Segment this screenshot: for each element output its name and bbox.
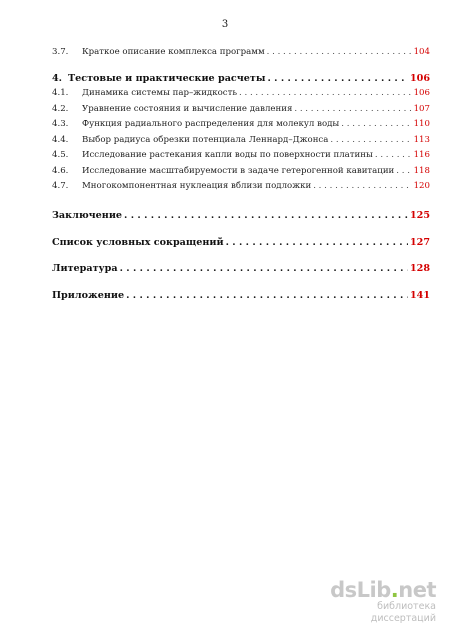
toc-entry-number: 4.3. — [52, 119, 69, 129]
watermark-tagline: библиотека диссертаций — [370, 601, 436, 624]
toc-chapter-page-link[interactable]: 125 — [409, 210, 430, 221]
dot-leader — [126, 288, 408, 304]
dot-leader — [124, 208, 408, 224]
toc-entry-4-4[interactable] — [52, 133, 430, 149]
toc-entry-title: Уравнение состояния и вычисление давления — [82, 103, 293, 114]
toc-appendix[interactable] — [52, 288, 430, 304]
toc-chapter-title: Список условных сокращений — [52, 236, 224, 248]
toc-chapter-title: Приложение — [52, 289, 125, 301]
toc-entry-number: 3.7. — [52, 47, 69, 57]
dslib-watermark — [316, 579, 436, 625]
toc-entry-page-link[interactable]: 118 — [413, 165, 430, 176]
logo-tld-text: net — [398, 578, 436, 602]
dot-leader — [330, 133, 411, 149]
toc-chapter-page-link[interactable]: 106 — [409, 73, 430, 84]
toc-conclusion[interactable] — [52, 208, 430, 224]
toc-entry-number: 4.6. — [52, 165, 69, 176]
toc-entry-number: 4.4. — [52, 134, 69, 145]
toc-entry-title: Функция радиального распределения для молекул воды — [82, 119, 340, 129]
toc-chapter-4[interactable] — [52, 71, 430, 87]
toc-chapter-title: Тестовые и практические расчеты — [68, 73, 266, 84]
toc-entry-page-link[interactable]: 107 — [413, 103, 430, 114]
dot-leader — [375, 148, 412, 164]
dot-leader — [267, 71, 408, 87]
toc-entry-4-7[interactable] — [52, 179, 430, 195]
toc-entry-title: Динамика системы пар–жидкость — [82, 88, 238, 98]
logo-dot: . — [390, 578, 399, 602]
toc-chapter-page-link[interactable]: 128 — [409, 263, 430, 275]
toc-references[interactable] — [52, 261, 430, 277]
toc-entry-4-2[interactable] — [52, 102, 430, 118]
toc-entry-page-link[interactable]: 106 — [413, 88, 430, 98]
toc-chapter-title: Заключение — [52, 210, 123, 221]
logo-main-text: dsLib — [330, 578, 391, 602]
toc-entry-4-3[interactable] — [52, 117, 430, 133]
toc-entry-title: Выбор радиуса обрезки потенциала Леннард–Джонса — [82, 134, 329, 145]
toc-abbreviations[interactable] — [52, 235, 430, 251]
toc-entry-number: 4.5. — [52, 150, 69, 160]
dot-leader — [294, 102, 411, 118]
toc-entry-title: Исследование растекания капли воды по поверхности платины — [82, 150, 373, 160]
dot-leader — [120, 261, 408, 277]
toc-entry-4-5[interactable] — [52, 148, 430, 164]
dot-leader — [341, 117, 411, 133]
dot-leader — [267, 45, 412, 61]
toc-chapter-number: 4. — [52, 73, 63, 84]
toc-chapter-page-link[interactable]: 141 — [409, 289, 430, 301]
toc-entry-number: 4.1. — [52, 88, 69, 98]
toc-chapter-page-link[interactable]: 127 — [409, 236, 430, 248]
toc-entry-3-7[interactable] — [52, 45, 430, 61]
toc-entry-page-link[interactable]: 104 — [413, 47, 430, 57]
toc-entry-4-6[interactable] — [52, 164, 430, 180]
toc-entry-page-link[interactable]: 110 — [413, 119, 430, 129]
toc-entry-title: Краткое описание комплекса программ — [82, 47, 265, 57]
toc-entry-page-link[interactable]: 120 — [413, 181, 430, 191]
toc-entry-number: 4.2. — [52, 103, 69, 114]
toc-entry-number: 4.7. — [52, 181, 69, 191]
dot-leader — [313, 179, 411, 195]
toc-entry-page-link[interactable]: 113 — [413, 134, 430, 145]
dot-leader — [396, 164, 411, 180]
toc-entry-title: Исследование масштабируемости в задаче гетерогенной кавитации — [82, 165, 395, 176]
toc-entry-page-link[interactable]: 116 — [413, 150, 430, 160]
dot-leader — [226, 235, 408, 251]
end-matter-entries — [52, 208, 430, 314]
toc-entry-4-1[interactable] — [52, 86, 430, 102]
chapter-4-sections — [52, 86, 430, 195]
toc-entry-title: Многокомпонентная нуклеация вблизи подложки — [82, 181, 312, 191]
page-number: 3 — [221, 19, 229, 30]
dslib-logo — [316, 579, 436, 601]
dot-leader — [239, 86, 412, 102]
toc-chapter-title: Литература — [52, 263, 118, 275]
